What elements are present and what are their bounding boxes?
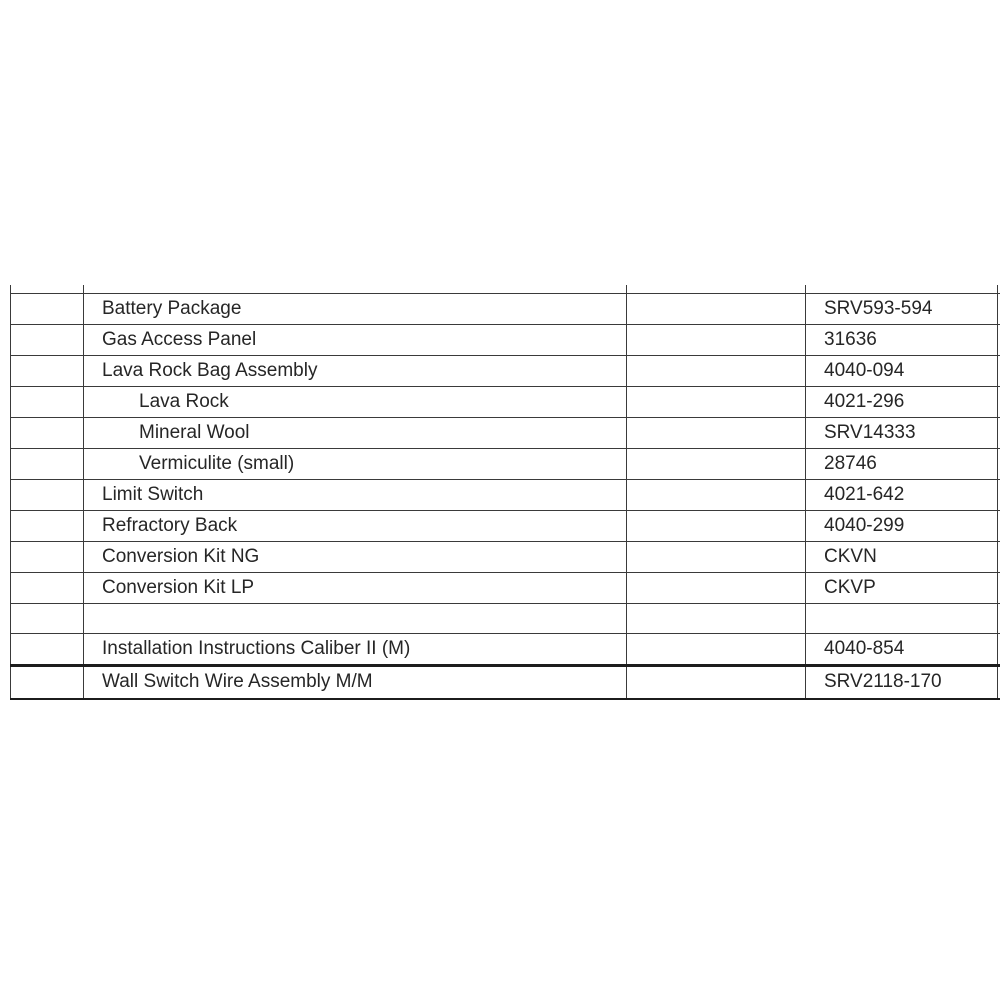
table-row bbox=[11, 666, 1000, 699]
blank-column-cell bbox=[627, 356, 806, 387]
item-number-cell bbox=[11, 511, 84, 542]
table-row bbox=[11, 325, 1000, 356]
description-cell: Vermiculite (small) bbox=[84, 449, 627, 480]
part-number-cell: 4040-299 bbox=[806, 511, 998, 542]
table-row bbox=[11, 480, 1000, 511]
item-number-cell bbox=[11, 418, 84, 449]
description-cell: Refractory Back bbox=[84, 511, 627, 542]
description-cell bbox=[84, 604, 627, 634]
item-number-cell bbox=[11, 387, 84, 418]
item-number-cell bbox=[11, 480, 84, 511]
part-number-cell: 31636 bbox=[806, 325, 998, 356]
table-row bbox=[11, 542, 1000, 573]
table-row bbox=[11, 449, 1000, 480]
part-number-cell: 4040-854 bbox=[806, 634, 998, 666]
part-number-cell: SRV593-594 bbox=[806, 294, 998, 325]
table-row bbox=[11, 356, 1000, 387]
item-number-cell bbox=[11, 634, 84, 666]
blank-column-cell bbox=[627, 542, 806, 573]
blank-column-cell bbox=[627, 634, 806, 666]
part-number-cell: SRV2118-170 bbox=[806, 666, 998, 699]
blank-column-cell bbox=[627, 573, 806, 604]
part-number-cell: CKVP bbox=[806, 573, 998, 604]
description-cell: Installation Instructions Caliber II (M) bbox=[84, 634, 627, 666]
item-number-cell bbox=[11, 325, 84, 356]
blank-column-cell bbox=[627, 449, 806, 480]
item-number-cell bbox=[11, 294, 84, 325]
part-number-cell: SRV14333 bbox=[806, 418, 998, 449]
description-cell: Conversion Kit LP bbox=[84, 573, 627, 604]
description-cell: Lava Rock bbox=[84, 387, 627, 418]
blank-column-cell bbox=[627, 480, 806, 511]
description-cell: Battery Package bbox=[84, 294, 627, 325]
blank-column-cell bbox=[627, 511, 806, 542]
item-number-cell bbox=[11, 542, 84, 573]
part-number-cell: CKVN bbox=[806, 542, 998, 573]
table-row bbox=[11, 294, 1000, 325]
item-number-cell bbox=[11, 573, 84, 604]
part-number-cell: 28746 bbox=[806, 449, 998, 480]
table-row bbox=[11, 604, 1000, 634]
description-cell: Conversion Kit NG bbox=[84, 542, 627, 573]
blank-column-cell bbox=[627, 418, 806, 449]
blank-column-cell bbox=[627, 387, 806, 418]
description-cell: Lava Rock Bag Assembly bbox=[84, 356, 627, 387]
blank-column-cell bbox=[627, 666, 806, 699]
description-cell: Wall Switch Wire Assembly M/M bbox=[84, 666, 627, 699]
part-number-cell: 4021-296 bbox=[806, 387, 998, 418]
table-row bbox=[11, 418, 1000, 449]
parts-table bbox=[10, 293, 1000, 700]
item-number-cell bbox=[11, 604, 84, 634]
parts-table-body bbox=[11, 294, 1000, 699]
blank-column-cell bbox=[627, 294, 806, 325]
item-number-cell bbox=[11, 666, 84, 699]
table-row bbox=[11, 573, 1000, 604]
part-number-cell bbox=[806, 604, 998, 634]
description-cell: Gas Access Panel bbox=[84, 325, 627, 356]
part-number-cell: 4021-642 bbox=[806, 480, 998, 511]
cropped-previous-row bbox=[10, 285, 1000, 293]
item-number-cell bbox=[11, 356, 84, 387]
description-cell: Mineral Wool bbox=[84, 418, 627, 449]
blank-column-cell bbox=[627, 604, 806, 634]
part-number-cell: 4040-094 bbox=[806, 356, 998, 387]
item-number-cell bbox=[11, 449, 84, 480]
blank-column-cell bbox=[627, 325, 806, 356]
table-row bbox=[11, 387, 1000, 418]
table-row bbox=[11, 634, 1000, 666]
description-cell: Limit Switch bbox=[84, 480, 627, 511]
table-row bbox=[11, 511, 1000, 542]
